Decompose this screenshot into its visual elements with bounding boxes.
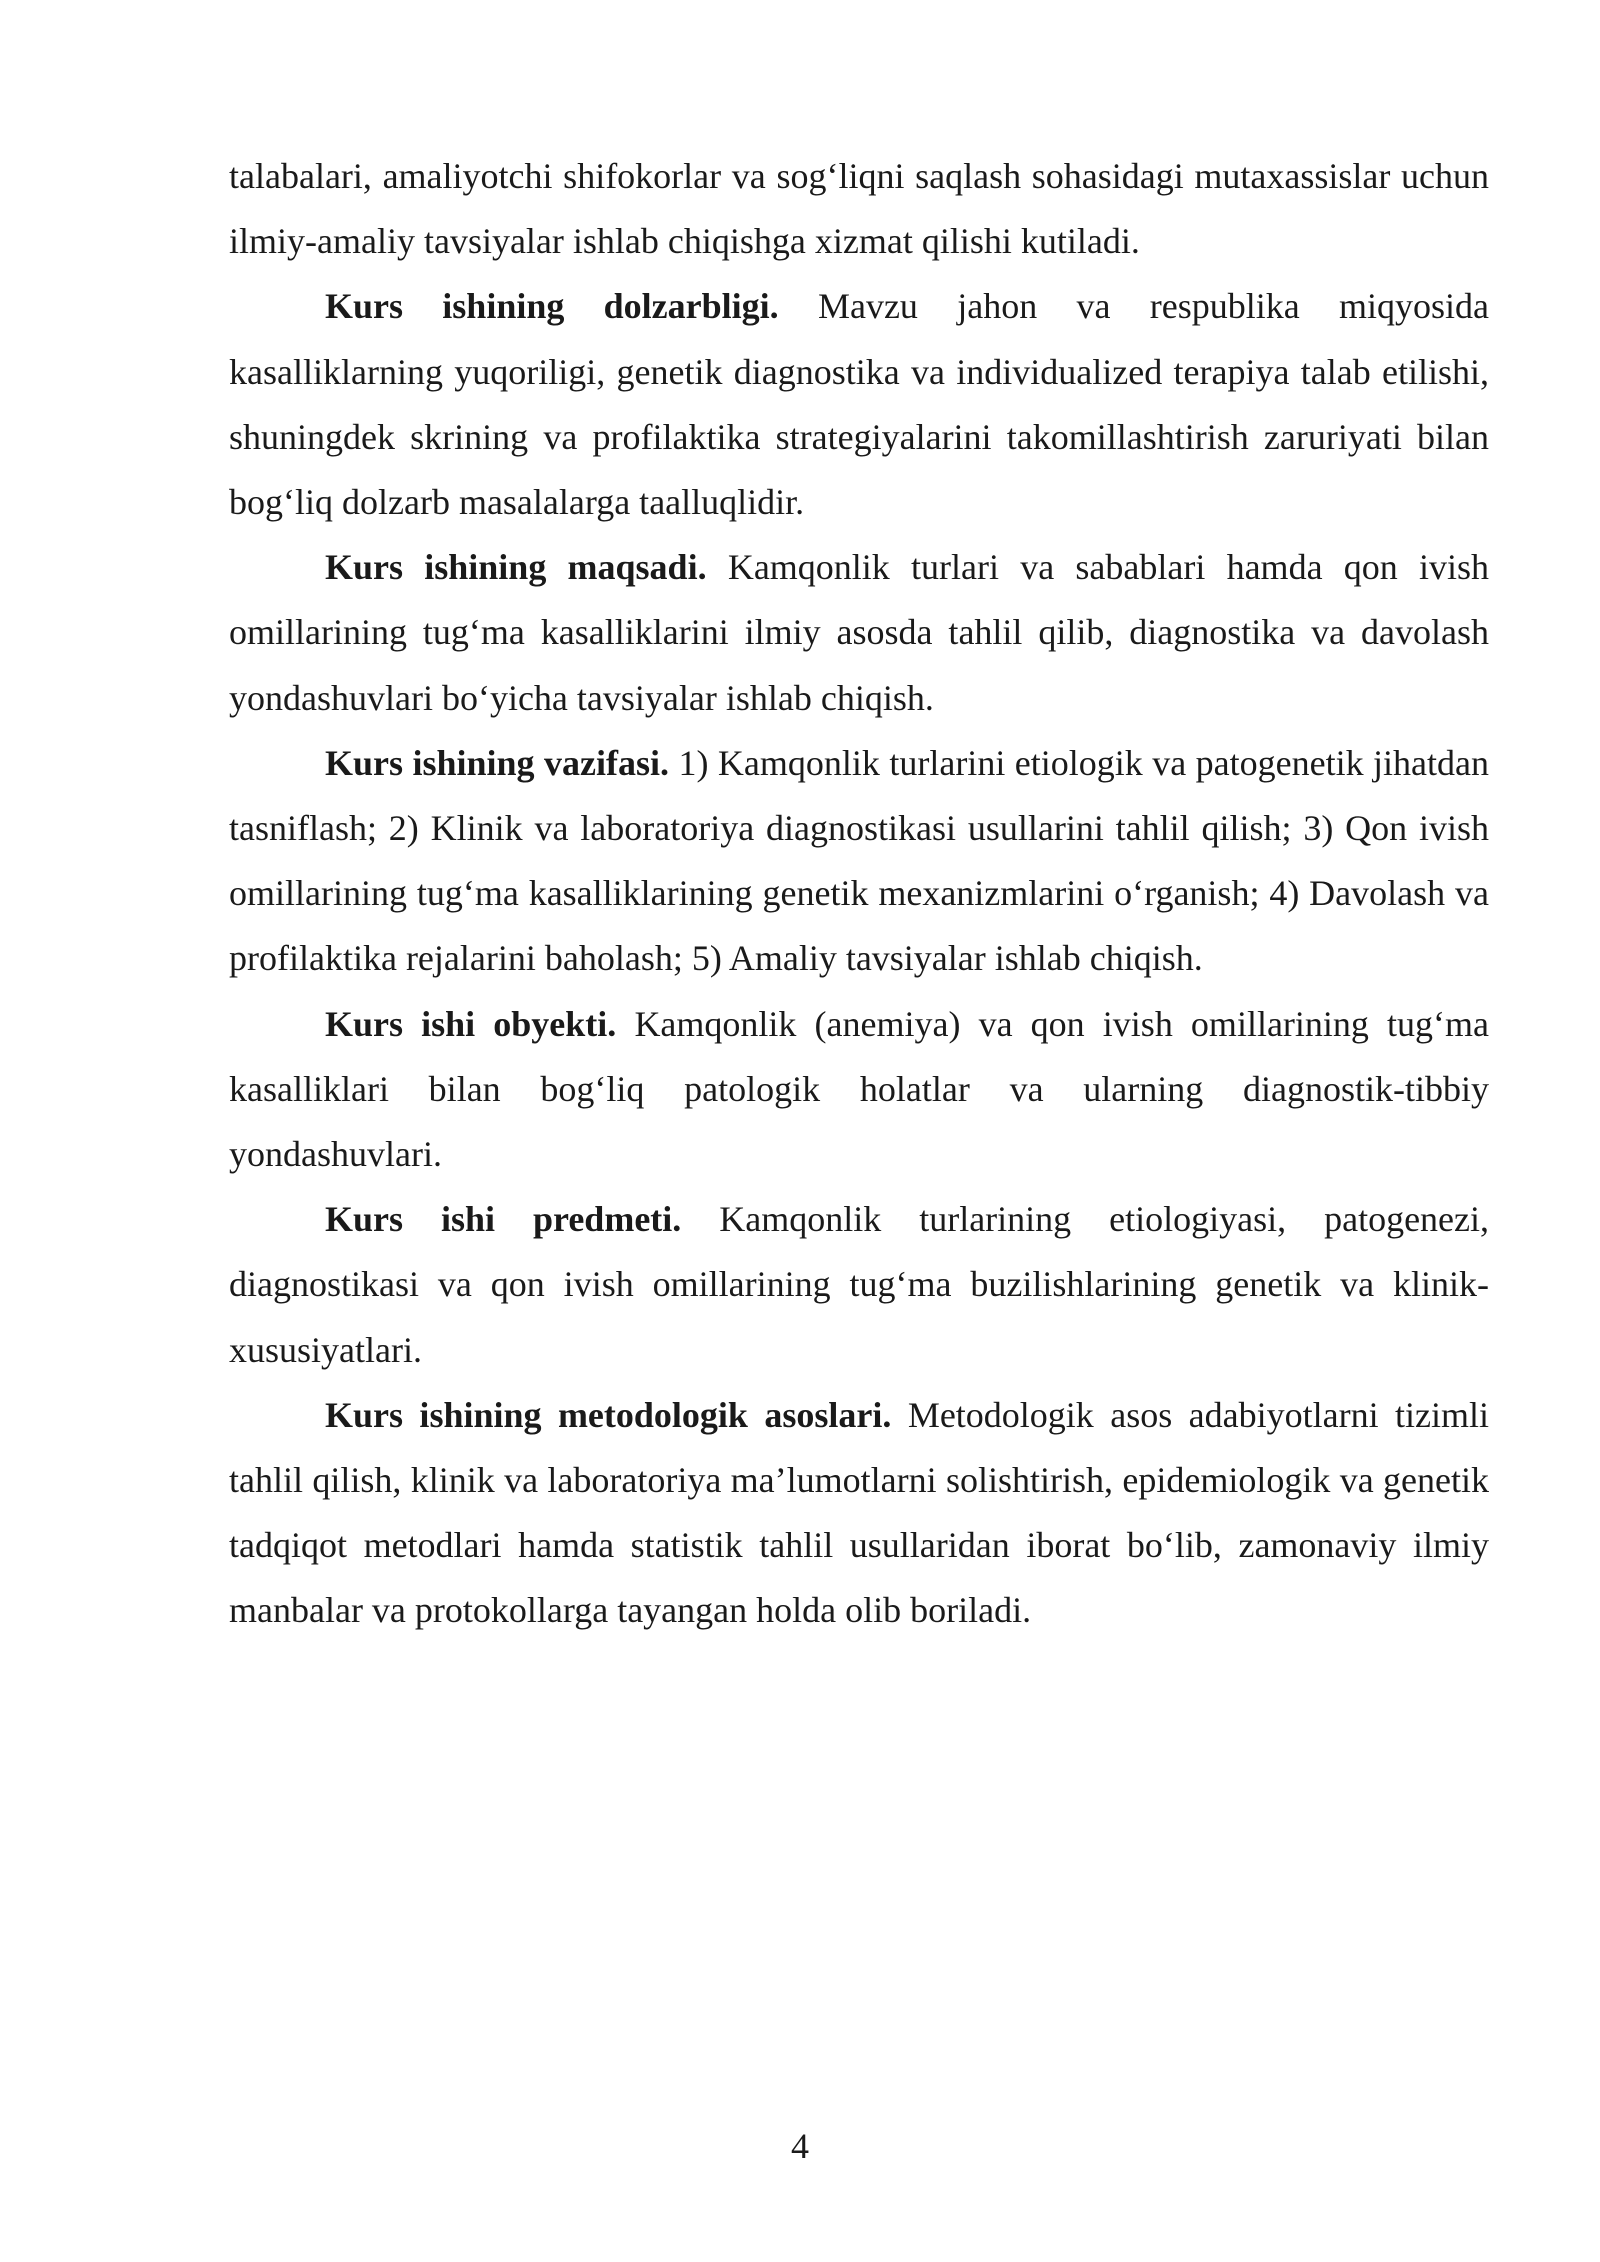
- section-text: Kamqonlik turlari va sabablari hamda qon ivish omillarining tug‘ma kasalliklarini ilmiy asosda tahlil qilib, diagnostika va davolash yondashuvlari bo‘yicha tavsiyalar ishlab chiqish.: [229, 547, 1490, 718]
- section-heading: Kurs ishining dolzarbligi.: [325, 286, 779, 327]
- section-text: 1) Kamqonlik turlarini etiologik va patogenetik jihatdan tasniflash; 2) Klinik va laboratoriya diagnostikasi usullarini tahlil qilish; 3) Qon ivish omillarining tug‘ma kasalliklarining genetik mexanizmlarini o‘rganish; 4) Davolash va profilaktika rejalarini baholash; 5) Amaliy tavsiyalar ishlab chiqish.: [229, 742, 1490, 979]
- section-subject: [229, 1187, 1489, 1383]
- section-heading: Kurs ishining maqsadi.: [325, 547, 707, 588]
- section-object: [229, 992, 1489, 1188]
- section-heading: Kurs ishining vazifasi.: [325, 742, 669, 783]
- section-text: Mavzu jahon va respublika miqyosida kasalliklarning yuqoriligi, genetik diagnostika va individualized terapiya talab etilishi, shuningdek skrining va profilaktika strategiyalarini takomillashtirish zaruriyati bilan bog‘liq dolzarb masalalarga taalluqlidir.: [229, 286, 1489, 523]
- section-text: Metodologik asos adabiyotlarni tizimli tahlil qilish, klinik va laboratoriya ma’lumotlarni solishtirish, epidemiologik va genetik tadqiqot metodlari hamda statistik tahlil usullaridan iborat bo‘lib, zamonaviy ilmiy manbalar va protokollarga tayangan holda olib boriladi.: [229, 1394, 1489, 1631]
- section-heading: Kurs ishi obyekti.: [325, 1003, 617, 1044]
- section-text: Kamqonlik (anemiya) va qon ivish omillarining tug‘ma kasalliklari bilan bog‘liq patologik holatlar va ularning diagnostik-tibbiy yondashuvlari.: [229, 1003, 1490, 1175]
- section-heading: Kurs ishining metodologik asoslari.: [325, 1394, 892, 1435]
- section-heading: Kurs ishi predmeti.: [325, 1199, 682, 1240]
- opening-paragraph: talabalari, amaliyotchi shifokorlar va sog‘liqni saqlash sohasidagi mutaxassislar uchun ilmiy-amaliy tavsiyalar ishlab chiqishga xizmat qilishi kutiladi.: [229, 156, 1489, 262]
- body-text: [229, 144, 1489, 1644]
- section-relevance: [229, 274, 1489, 535]
- section-methodology: [229, 1383, 1489, 1644]
- section-tasks: [229, 731, 1489, 992]
- page-number: 4: [791, 2126, 809, 2166]
- section-goal: [229, 535, 1489, 731]
- section-text: Kamqonlik turlarining etiologiyasi, patogenezi, diagnostikasi va qon ivish omillarining tug‘ma buzilishlarining genetik va klinik-xususiyatlari.: [229, 1199, 1490, 1370]
